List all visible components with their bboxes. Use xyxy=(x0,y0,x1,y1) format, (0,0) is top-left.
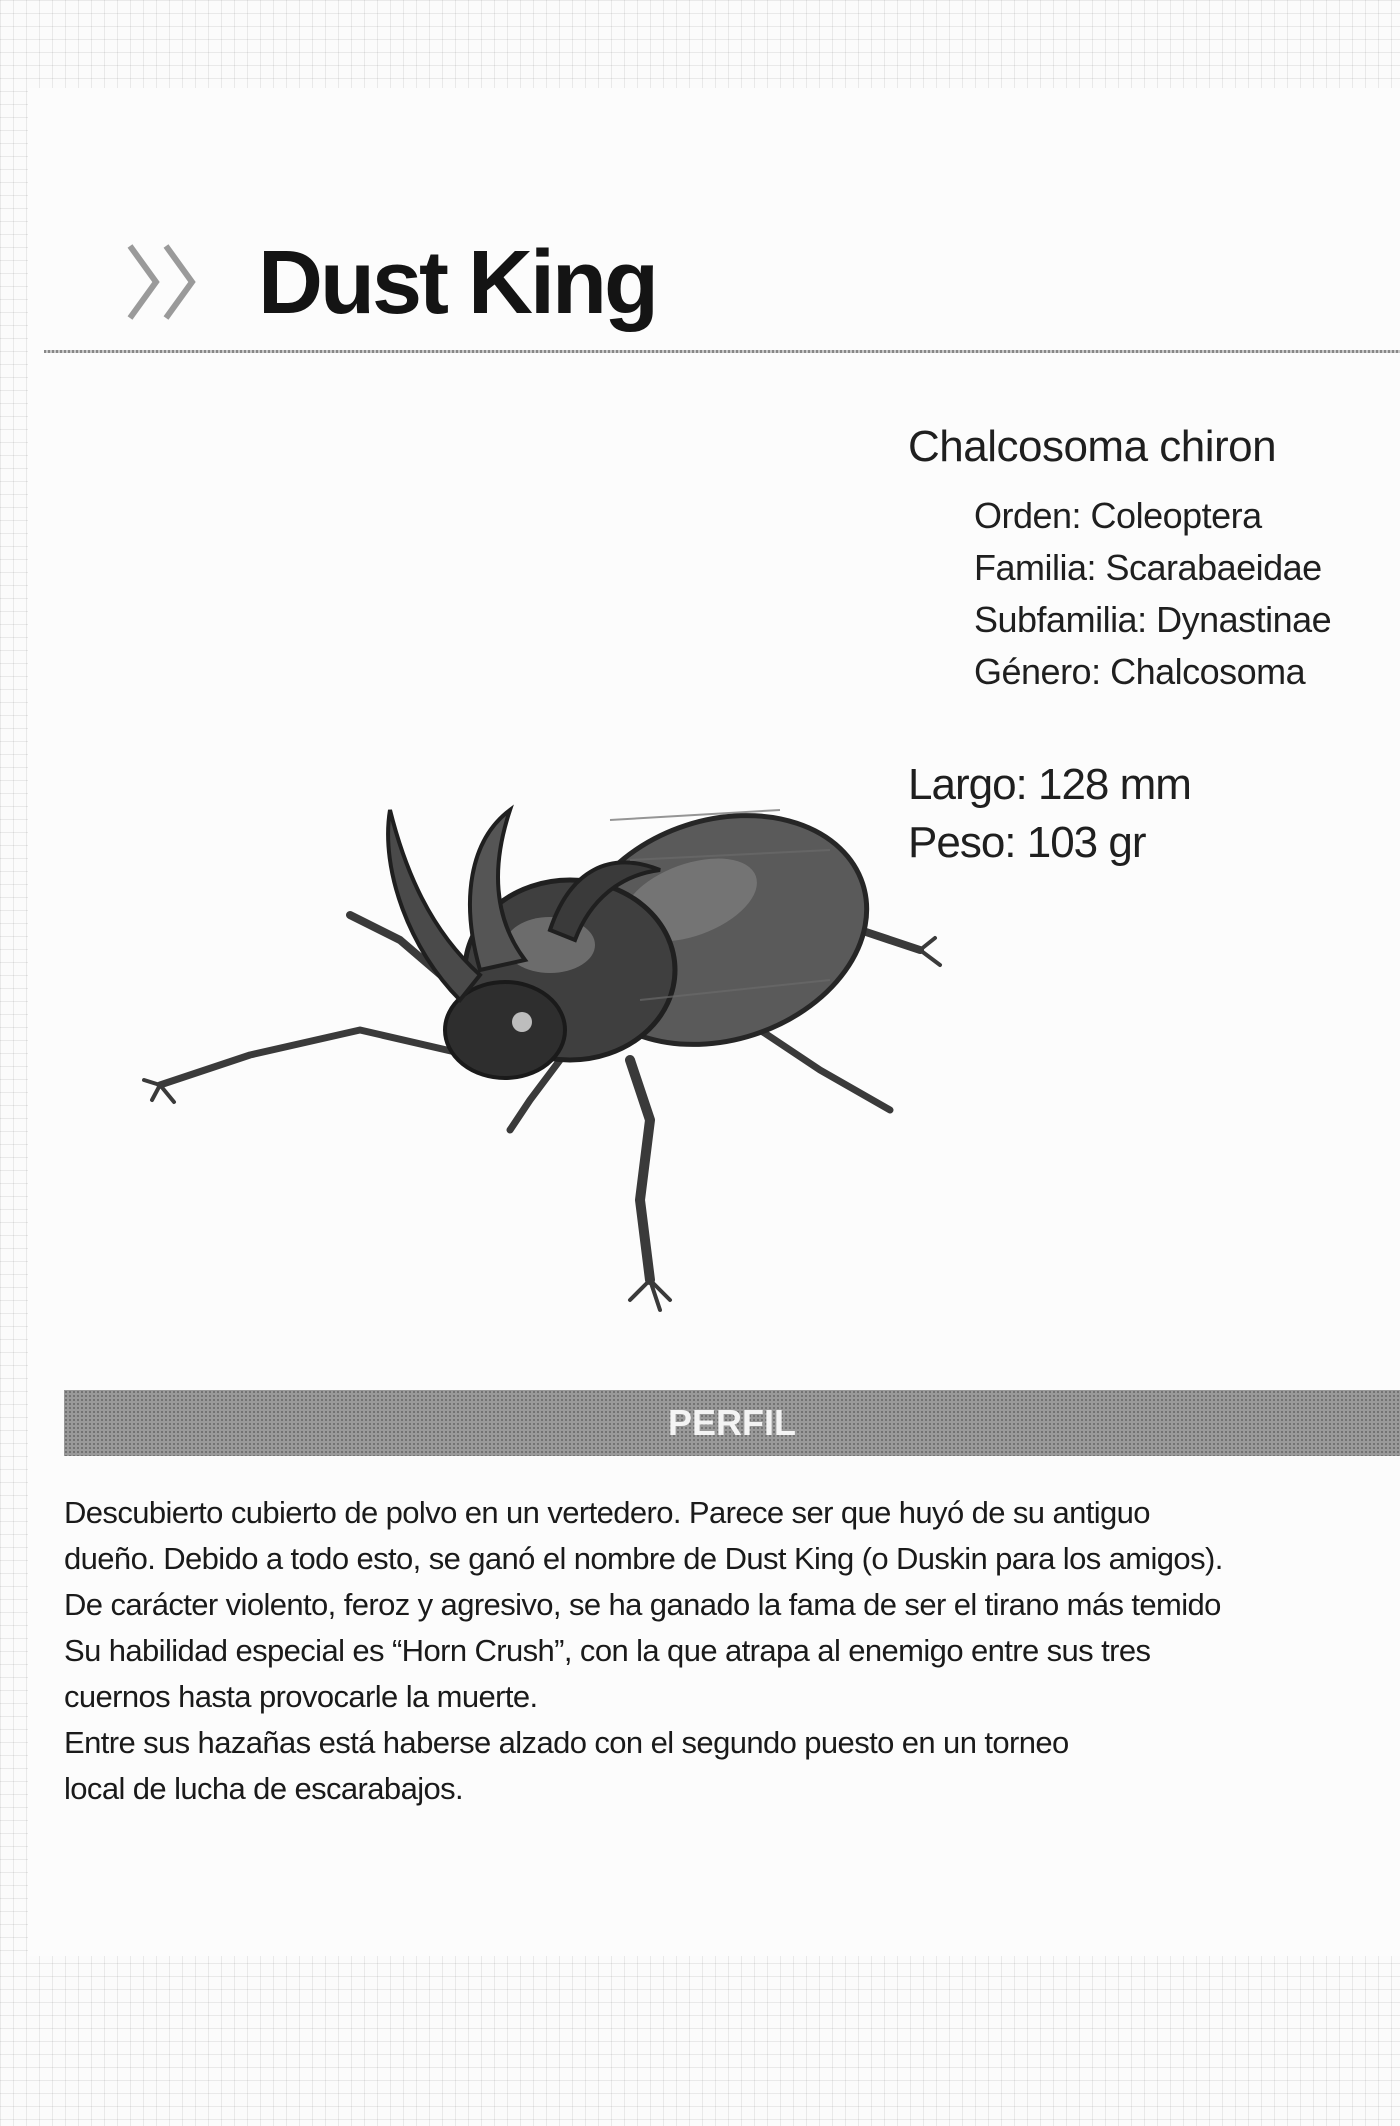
profile-section-bar xyxy=(64,1390,1400,1456)
profile-text xyxy=(64,1490,1400,1812)
species-name: Chalcosoma chiron xyxy=(908,422,1277,471)
profile-line: Descubierto cubierto de polvo en un vertedero. Parece ser que huyó de su antiguo xyxy=(64,1495,1150,1530)
measurement-length: Largo: 128 mm xyxy=(908,760,1191,809)
taxonomy-list xyxy=(974,490,1331,698)
taxonomy-subfamily: Subfamilia: Dynastinae xyxy=(974,599,1332,640)
profile-heading: PERFIL xyxy=(667,1402,796,1443)
page-title: Dust King xyxy=(258,233,656,333)
profile-line: Entre sus hazañas está haberse alzado con el segundo puesto en un torneo xyxy=(64,1725,1069,1760)
taxonomy-genus: Género: Chalcosoma xyxy=(974,651,1306,692)
beetle-illustration xyxy=(130,700,990,1340)
taxonomy-order: Orden: Coleoptera xyxy=(974,495,1262,536)
profile-line: local de lucha de escarabajos. xyxy=(64,1771,464,1806)
taxonomy-family: Familia: Scarabaeidae xyxy=(974,547,1322,588)
profile-line: De carácter violento, feroz y agresivo, se ha ganado la fama de ser el tirano más temido xyxy=(64,1587,1221,1622)
profile-line: dueño. Debido a todo esto, se ganó el nombre de Dust King (o Duskin para los amigos). xyxy=(64,1541,1223,1576)
profile-line: cuernos hasta provocarle la muerte. xyxy=(64,1679,538,1714)
profile-line: Su habilidad especial es “Horn Crush”, con la que atrapa al enemigo entre sus tres xyxy=(64,1633,1151,1668)
chevron-right-icon xyxy=(122,240,212,324)
title-divider xyxy=(44,350,1400,353)
measurement-weight: Peso: 103 gr xyxy=(908,818,1146,867)
